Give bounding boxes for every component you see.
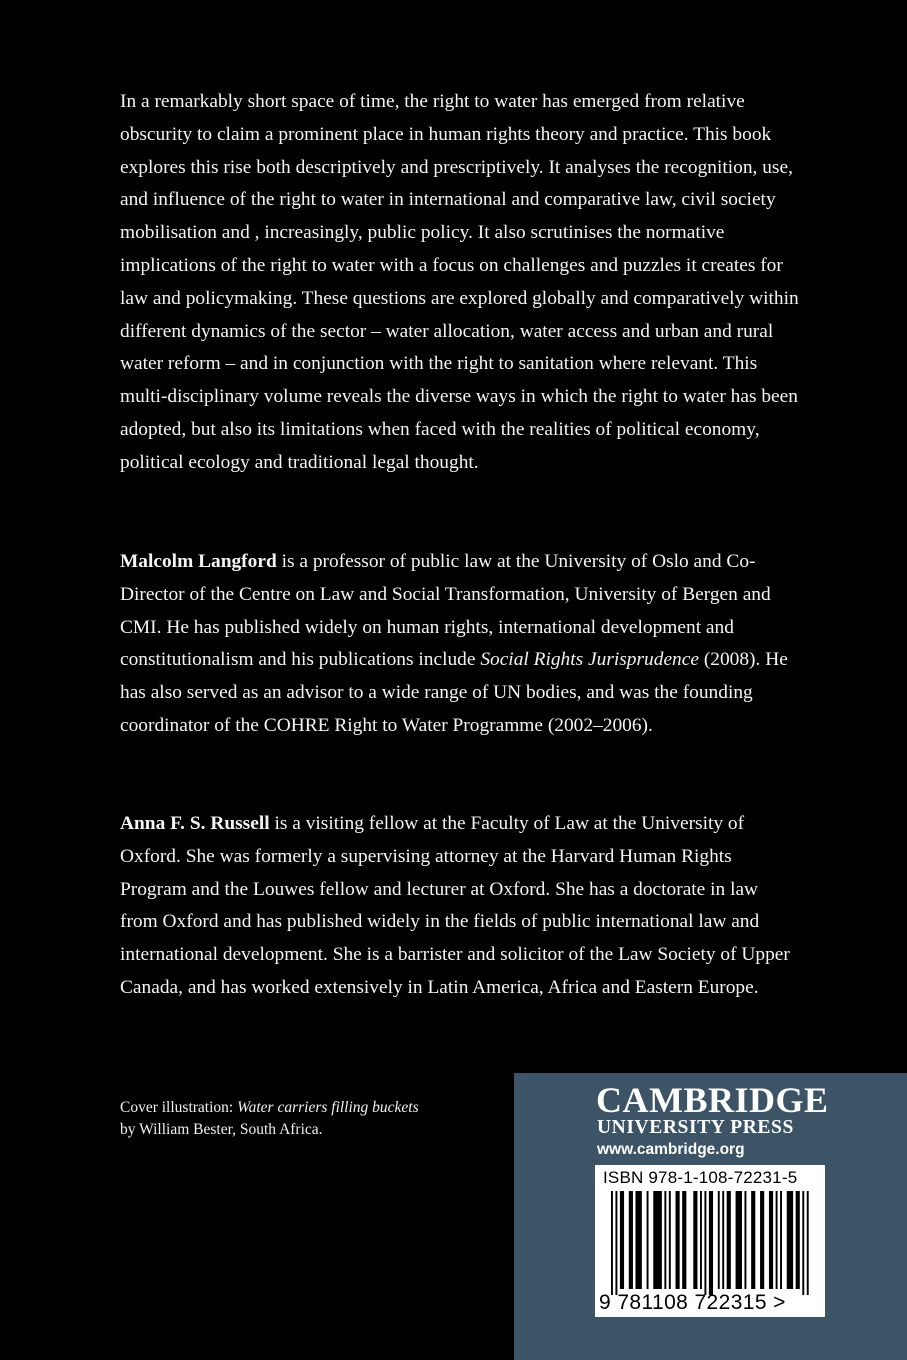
barcode-bar	[787, 1191, 793, 1289]
barcode-bar	[709, 1191, 713, 1295]
barcode-bar	[780, 1191, 782, 1289]
barcode-bar	[744, 1191, 746, 1289]
barcode-bar	[727, 1191, 731, 1289]
barcode-bar	[664, 1191, 666, 1289]
isbn-barcode	[595, 1165, 825, 1317]
isbn-label: ISBN 978-1-108-72231-5	[603, 1168, 798, 1187]
bio-langford-text-1: is a professor of public law at the University of Oslo and Co-Director of the Centre on Law and Social Transformation, University of Bergen and CMI. He has published widely on human rights, international development and constitutionalism and his publications include	[120, 551, 771, 671]
barcode-bar	[669, 1191, 671, 1289]
barcode-bar	[751, 1191, 755, 1289]
barcode-bar	[802, 1191, 804, 1295]
barcode-bar	[807, 1191, 809, 1295]
barcode-bar	[769, 1191, 773, 1289]
barcode-bar	[760, 1191, 764, 1289]
bio-langford-text-2: (2008). He has also served as an advisor to a wide range of UN bodies, and was the founding coordinator of the COHRE Right to Water Programme (2002–2006).	[120, 649, 788, 736]
book-description	[120, 86, 800, 480]
publisher-panel	[514, 1073, 907, 1360]
bio-russell-text: is a visiting fellow at the Faculty of Law at the University of Oxford. She was formerly a supervising attorney at the Harvard Human Rights Program and the Louwes fellow and lecturer at Oxford. She has a doctorate in law from Oxford and has published widely in the fields of public international law and international development. She is a barrister and solicitor of the Law Society of Upper Canada, and has worked extensively in Latin America, Africa and Eastern Europe.	[120, 813, 790, 998]
author-bio-langford	[120, 546, 800, 743]
barcode-bar	[693, 1191, 697, 1289]
barcode-bar	[700, 1191, 702, 1289]
cover-art-artist: by William Bester, South Africa.	[120, 1121, 323, 1138]
barcode-digits: 9 781108 722315 >	[599, 1291, 786, 1314]
cover-art-title: Water carriers filling buckets	[237, 1099, 419, 1116]
description-text: In a remarkably short space of time, the right to water has emerged from relative obscurity to claim a prominent place in human rights theory and practice. This book explores this rise both descriptively and prescriptively. It analyses the recognition, use, and influence of the right to water in international and comparative law, civil society mobilisation and , increasingly, public policy. It also scrutinises the normative implications of the right to water with a focus on challenges and puzzles it creates for law and policymaking. These questions are explored globally and comparatively within different dynamics of the sector – water allocation, water access and urban and rural water reform – and in conjunction with the right to sanitation where relevant. This multi-disciplinary volume reveals the diverse ways in which the right to water has been adopted, but also its limitations when faced with the realities of political economy, political ecology and traditional legal thought.	[120, 91, 799, 473]
barcode-bar	[682, 1191, 686, 1289]
publisher-logo-name: CAMBRIDGE	[596, 1080, 829, 1120]
author-bio-russell	[120, 808, 800, 1005]
barcode-bar	[718, 1191, 720, 1289]
author-name-langford: Malcolm Langford	[120, 551, 277, 572]
author-name-russell: Anna F. S. Russell	[120, 813, 270, 834]
barcode-bar	[722, 1191, 724, 1289]
cover-credit-label: Cover illustration:	[120, 1099, 238, 1116]
barcode-bar	[620, 1191, 624, 1289]
barcode-bar	[796, 1191, 800, 1289]
book-title-social-rights: Social Rights Jurisprudence	[480, 649, 699, 671]
barcode-bar	[776, 1191, 778, 1289]
barcode-bar	[635, 1191, 641, 1289]
barcode-bar	[704, 1191, 706, 1295]
barcode-bar	[676, 1191, 680, 1289]
barcode-bar	[653, 1191, 662, 1289]
barcode-bar	[647, 1191, 649, 1289]
cover-illustration-credit	[120, 1097, 500, 1141]
publisher-logo-subtitle: UNIVERSITY PRESS	[597, 1117, 794, 1138]
barcode-bar	[736, 1191, 742, 1289]
barcode-bar	[611, 1191, 613, 1295]
barcode-bar	[615, 1191, 617, 1295]
publisher-url: www.cambridge.org	[597, 1141, 745, 1158]
barcode-bar	[629, 1191, 633, 1289]
